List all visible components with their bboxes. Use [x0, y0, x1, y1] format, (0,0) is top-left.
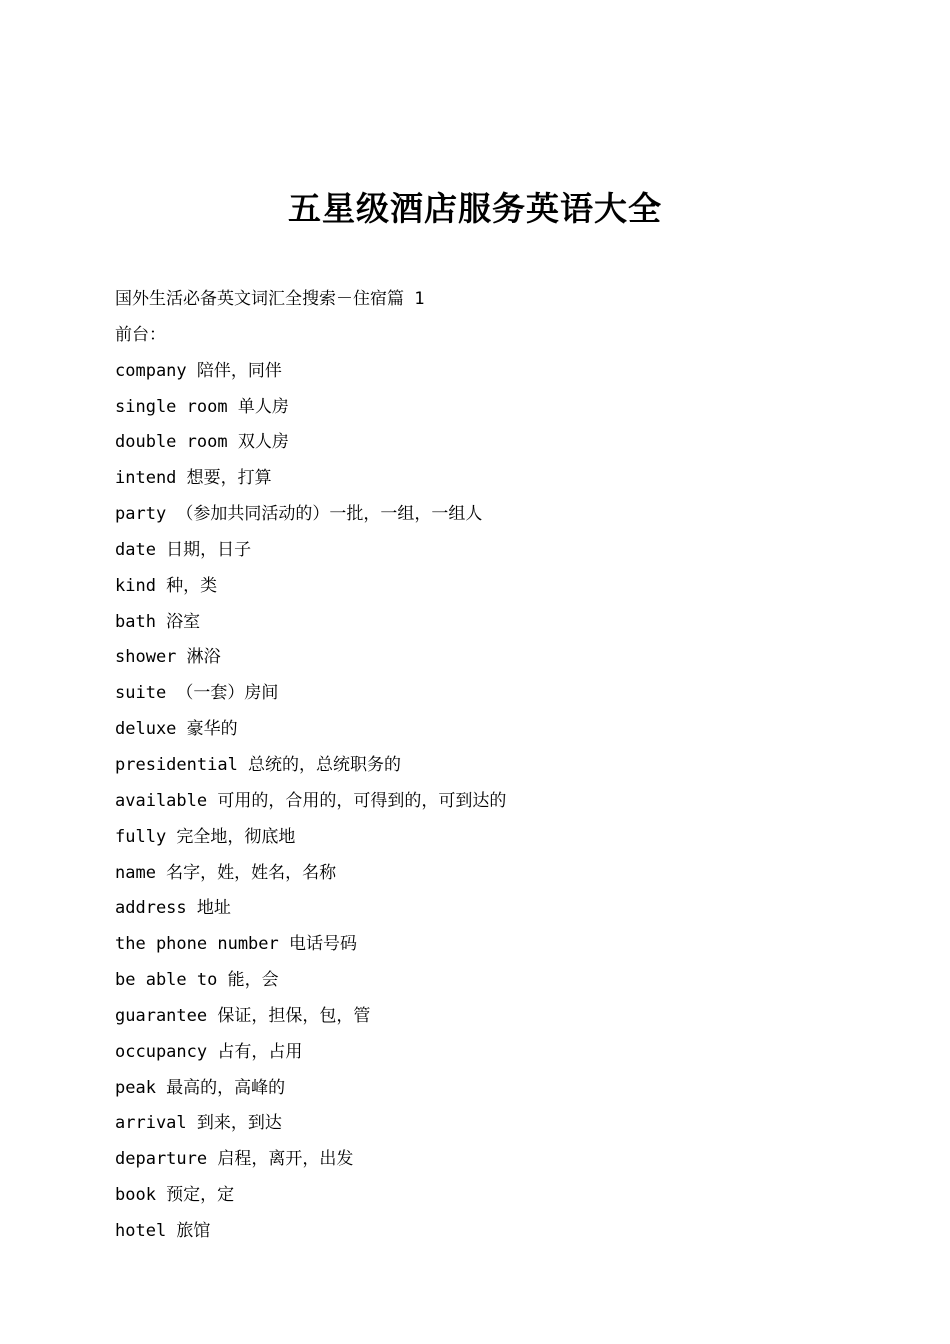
vocab-entry: intend 想要，打算 [115, 468, 272, 489]
vocab-entry: book 预定，定 [115, 1185, 235, 1206]
vocab-entry: double room 双人房 [115, 432, 289, 453]
vocab-entry: shower 淋浴 [115, 647, 221, 668]
page-title: 五星级酒店服务英语大全 [288, 189, 662, 228]
vocab-entry: arrival 到来，到达 [115, 1113, 282, 1134]
vocab-entry: single room 单人房 [115, 396, 289, 417]
vocab-entry: company 陪伴，同伴 [115, 360, 282, 381]
vocab-entry: deluxe 豪华的 [115, 719, 238, 740]
vocab-entry: be able to 能，会 [115, 970, 279, 991]
vocab-entry: occupancy 占有，占用 [115, 1041, 303, 1062]
vocab-entry: the phone number 电话号码 [115, 934, 357, 955]
vocab-entry: presidential 总统的，总统职务的 [115, 754, 402, 775]
vocab-entry: address 地址 [115, 898, 231, 919]
vocab-entry: name 名字，姓，姓名，名称 [115, 862, 337, 883]
vocab-entry: party （参加共同活动的）一批，一组，一组人 [115, 504, 483, 525]
vocab-entry: available 可用的，合用的，可得到的，可到达的 [115, 790, 507, 811]
vocab-entry: kind 种，类 [115, 575, 218, 596]
vocab-entry: suite （一套）房间 [115, 683, 279, 704]
vocab-entry: fully 完全地，彻底地 [115, 826, 296, 847]
vocab-entry: departure 启程，离开，出发 [115, 1149, 354, 1170]
section-heading: 国外生活必备英文词汇全搜索－住宿篇 1 [115, 289, 425, 309]
subsection-label: 前台： [115, 324, 166, 345]
vocab-entry: hotel 旅馆 [115, 1220, 211, 1241]
vocab-entry: date 日期，日子 [115, 539, 252, 560]
vocab-entry: guarantee 保证，担保，包，管 [115, 1005, 371, 1026]
vocab-entry: peak 最高的，高峰的 [115, 1077, 286, 1098]
vocab-entry: bath 浴室 [115, 611, 201, 632]
vocabulary-list [115, 282, 895, 1250]
